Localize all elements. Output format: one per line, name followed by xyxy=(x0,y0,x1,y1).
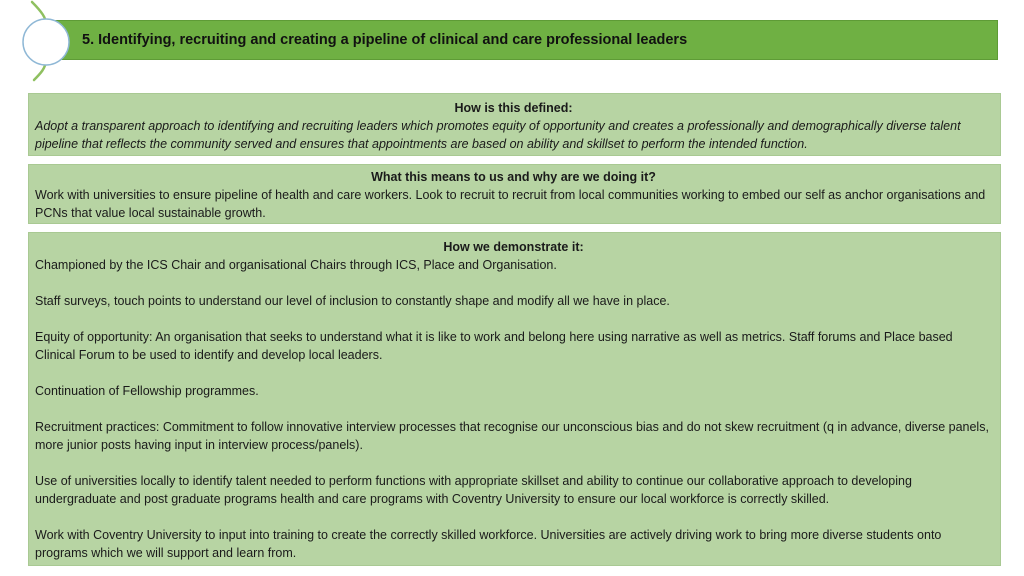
section-meaning xyxy=(28,164,1001,224)
demonstrate-paragraph: Continuation of Fellowship programmes. xyxy=(35,384,259,398)
demonstrate-paragraph: Work with Coventry University to input into training to create the correctly skilled workforce. Universities are actively driving work to bring more diverse students onto programs which we will support and learn from. xyxy=(35,528,942,560)
demonstrate-paragraph: Equity of opportunity: An organisation that seeks to understand what it is like to work and belong here using narrative as well as metrics. Staff forums and Place based Clinical Forum to be used to identify and develop local leaders. xyxy=(35,330,953,362)
section-definition-body: Adopt a transparent approach to identifying and recruiting leaders which promotes equity of opportunity and creates a professionally and demographically diverse talent pipeline that reflects the community served and ensures that appointments are based on ability and skillset to perform the intended function. xyxy=(35,119,961,151)
section-meaning-body: Work with universities to ensure pipeline of health and care workers. Look to recruit to recruit from local communities working to embed our self as anchor organisations and PCNs that value local sustainable growth. xyxy=(35,188,986,220)
demonstrate-paragraph: Championed by the ICS Chair and organisational Chairs through ICS, Place and Organisation. xyxy=(35,258,557,272)
section-meaning-title: What this means to us and why are we doing it? xyxy=(371,170,656,184)
demonstrate-paragraph: Use of universities locally to identify talent needed to perform functions with appropriate skillset and ability to continue our collaborative approach to developing undergraduate and post graduate programs health and care programs with Coventry University to ensure our local workforce is correctly skilled. xyxy=(35,474,912,506)
section-demonstrate-title: How we demonstrate it: xyxy=(443,240,584,254)
demonstrate-paragraph: Staff surveys, touch points to understand our level of inclusion to constantly shape and modify all we have in place. xyxy=(35,294,670,308)
demonstrate-paragraph: Recruitment practices: Commitment to follow innovative interview processes that recognise our unconscious bias and do not skew recruitment (q in advance, diverse panels, more junior posts having input in interview process/panels). xyxy=(35,420,989,452)
section-demonstrate xyxy=(28,232,1001,566)
section-definition-title: How is this defined: xyxy=(454,101,573,115)
section-definition xyxy=(28,93,1001,156)
circle-ornament-icon xyxy=(0,0,90,84)
page-title: 5. Identifying, recruiting and creating a pipeline of clinical and care professional leaders xyxy=(82,32,688,48)
